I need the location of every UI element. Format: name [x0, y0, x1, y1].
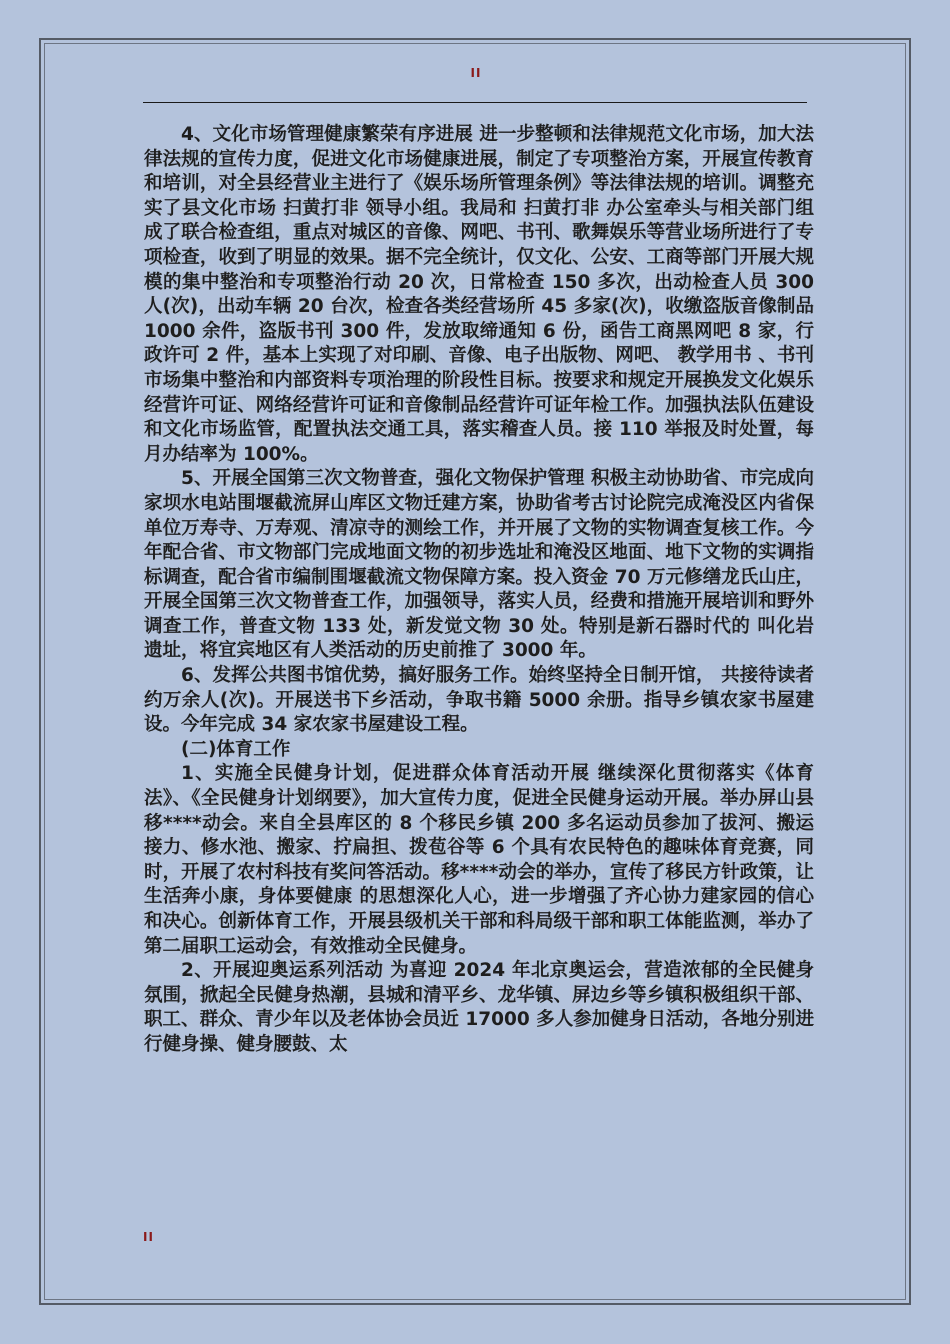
header-mark: II [470, 66, 482, 80]
footer-mark: II [143, 1230, 154, 1244]
document-body [144, 123, 814, 1058]
paragraph-olympics: 2、开展迎奥运系列活动 为喜迎 2024 年北京奥运会，营造浓郁的全民健身氛围，掀起全民健身热潮，县城和清平乡、龙华镇、屏边乡等乡镇积极组织干部、职工、群众、青少年以及老体协会员近 17000 多人参加健身日活动，各地分别进行健身操、健身腰鼓、太 [144, 960, 814, 1055]
paragraph-cultural-relics: 5、开展全国第三次文物普查，强化文物保护管理 积极主动协助省、市完成向家坝水电站围堰截流屏山库区文物迁建方案，协助省考古讨论院完成淹没区内省保单位万寿寺、万寿观、清凉寺的测绘工作，并开展了文物的实物调查复核工作。今年配合省、市文物部门完成地面文物的初步选址和淹没区地面、地下文物的实调指标调查，配合省市编制围堰截流文物保障方案。投入资金 70 万元修缮龙氏山庄，开展全国第三次文物普查工作，加强领导，落实人员，经费和措施开展培训和野外调查工作，普查文物 133 处，新发觉文物 30 处。特别是新石器时代的 叫化岩 遗址，将宜宾地区有人类活动的历史前推了 3000 年。 [144, 468, 814, 662]
header-rule [143, 102, 807, 103]
section-heading-sports: (二)体育工作 [181, 738, 291, 760]
paragraph-culture-market: 4、文化市场管理健康繁荣有序进展 进一步整顿和法律规范文化市场，加大法律法规的宣传力度，促进文化市场健康进展，制定了专项整治方案，开展宣传教育和培训，对全县经营业主进行了《娱乐场所管理条例》等法律法规的培训。调整充实了县文化市场 扫黄打非 领导小组。我局和 扫黄打非 办公室牵头与相关部门组成了联合检查组，重点对城区的音像、网吧、书刊、歌舞娱乐等营业场所进行了专项检查，收到了明显的效果。据不完全统计，仅文化、公安、工商等部门开展大规模的集中整治和专项整治行动 20 次，日常检查 150 多次，出动检查人员 300 人(次)，出动车辆 20 台次，检查各类经营场所 45 多家(次)，收缴盗版音像制品 1000 余件，盗版书刊 300 件，发放取缔通知 6 份，函告工商黑网吧 8 家，行政许可 2 件，基本上实现了对印刷、音像、电子出版物、网吧、 教学用书 、书刊市场集中整治和内部资料专项治理的阶段性目标。按要求和规定开展换发文化娱乐经营许可证、网络经营许可证和音像制品经营许可证年检工作。加强执法队伍建设和文化市场监管，配置执法交通工具，落实稽查人员。接 110 举报及时处置，每月办结率为 100%。 [144, 124, 814, 465]
paragraph-public-library: 6、发挥公共图书馆优势，搞好服务工作。始终坚持全日制开馆， 共接待读者约万余人(次)。开展送书下乡活动，争取书籍 5000 余册。指导乡镇农家书屋建设。今年完成 34 家农家书屋建设工程。 [144, 665, 814, 736]
paragraph-fitness-plan: 1、实施全民健身计划，促进群众体育活动开展 继续深化贯彻落实《体育法》、《全民健身计划纲要》，加大宣传力度，促进全民健身运动开展。举办屏山县移****动会。来自全县库区的 8 个移民乡镇 200 多名运动员参加了拔河、搬运接力、修水池、搬家、拧扁担、拨苞谷等 6 个具有农民特色的趣味体育竞赛，同时，开展了农村科技有奖问答活动。移****动会的举办，宣传了移民方针政策，让 生活奔小康，身体要健康 的思想深化人心，进一步增强了齐心协力建家园的信心和决心。创新体育工作，开展县级机关干部和科局级干部和职工体能监测，举办了第二届职工运动会，有效推动全民健身。 [144, 763, 814, 957]
